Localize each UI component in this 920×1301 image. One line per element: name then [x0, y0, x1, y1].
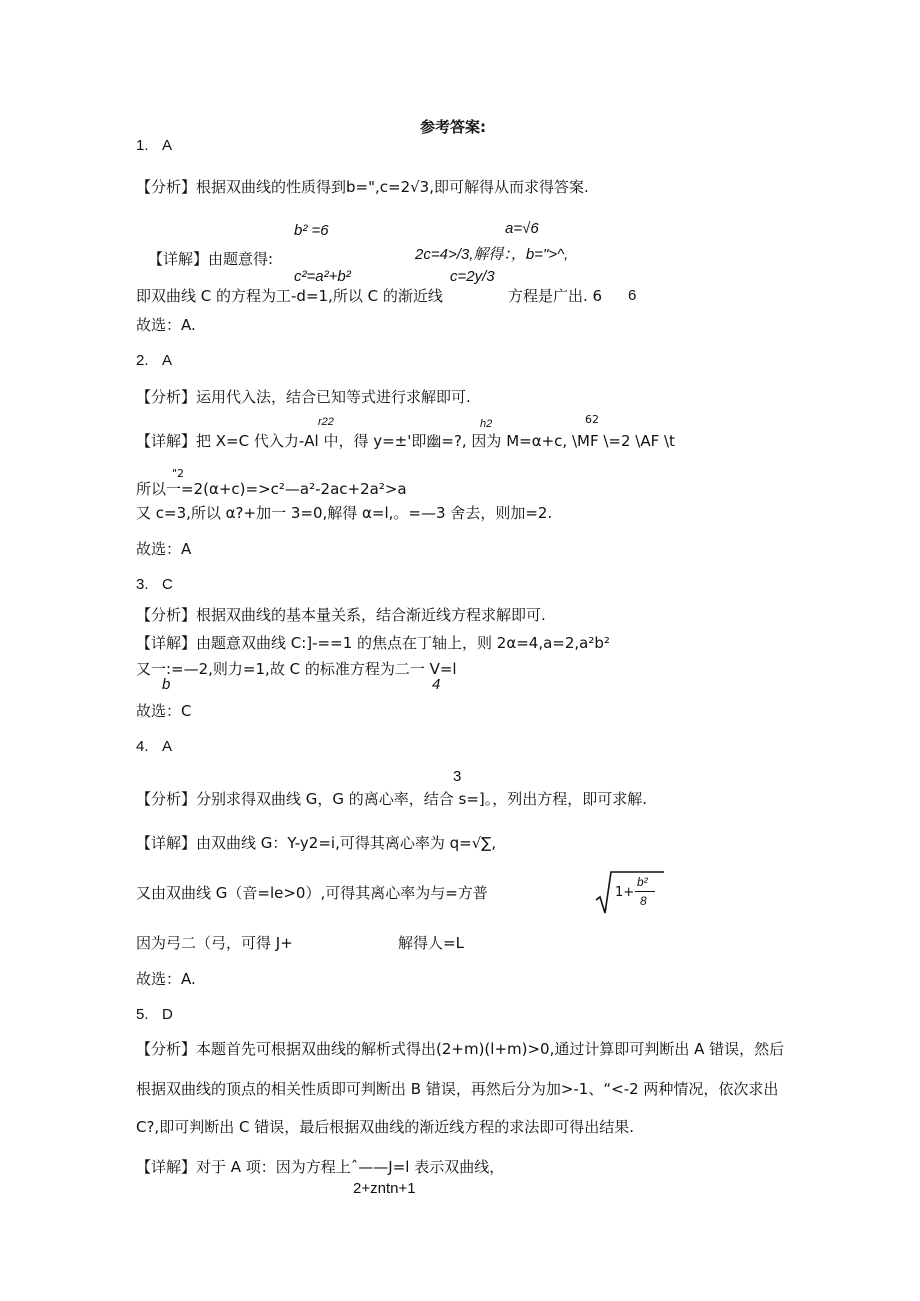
- subscript: 4: [432, 676, 441, 693]
- analysis-text: 【分析】根据双曲线的基本量关系，结合渐近线方程求解即可.: [136, 606, 546, 624]
- choose-text: 故选：A: [136, 540, 192, 558]
- page-title: 参考答案:: [420, 118, 486, 136]
- detail-text: 【详解】由题意双曲线 C:]-==1 的焦点在丁轴上，则 2α=4,a=2,a²b²: [136, 634, 610, 652]
- subscript: b: [162, 676, 171, 693]
- detail-text: 又 c=3,所以 α?+加一 3=0,解得 α=l,。=—3 舍去，则加=2.: [136, 504, 553, 522]
- detail-text: 因为弓二（弓，可得 J+: [136, 934, 293, 952]
- superscript: 3: [453, 768, 462, 785]
- analysis-text: 【分析】分别求得双曲线 G，G 的离心率，结合 s=]。，列出方程，即可求解.: [136, 790, 648, 808]
- superscript: 62: [585, 413, 599, 426]
- equation-line: 2c=4>/3,解得：，b=">^,: [415, 246, 569, 263]
- choose-text: 故选：A.: [136, 970, 196, 988]
- answer-letter: A: [162, 352, 173, 369]
- answer-letter: C: [162, 576, 173, 593]
- fraction-bar: [635, 891, 655, 892]
- sqrt-term: 1+: [615, 885, 635, 900]
- superscript: r22: [318, 416, 334, 428]
- equation-line: b² =6: [294, 222, 329, 239]
- fraction-denominator: 8: [640, 894, 647, 908]
- detail-label: 【详解】由题意得:: [148, 250, 274, 268]
- analysis-text: C?,即可判断出 C 错误，最后根据双曲线的渐近线方程的求法即可得出结果.: [136, 1118, 634, 1136]
- detail-text: 又一:=—2,则力=1,故 C 的标准方程为二一 V=l: [136, 660, 457, 678]
- analysis-text: 【分析】本题首先可根据双曲线的解析式得出(2+m)(l+m)>0,通过计算即可判断出 A 错误，然后: [136, 1040, 785, 1058]
- superscript: h2: [480, 418, 493, 430]
- choose-text: 故选：C: [136, 702, 192, 720]
- analysis-text: 【分析】运用代入法，结合已知等式进行求解即可.: [136, 388, 471, 406]
- subscript: 2+zntn+1: [353, 1180, 416, 1197]
- equation-line: c²=a²+b²: [294, 268, 351, 285]
- answer-letter: D: [162, 1006, 173, 1023]
- detail-text: 【详解】对于 A 项：因为方程上ˆ——J=l 表示双曲线，: [136, 1158, 505, 1176]
- sqrt-formula: [595, 870, 665, 916]
- detail-text: 方程是广出. 6: [508, 287, 603, 305]
- question-number: 2.: [136, 352, 149, 369]
- answer-letter: A: [162, 738, 173, 755]
- fraction-numerator: b²: [637, 875, 648, 889]
- question-number: 4.: [136, 738, 149, 755]
- question-number: 3.: [136, 576, 149, 593]
- detail-text: 解得人=L: [398, 934, 464, 952]
- detail-text: 所以一=2(α+c)=>c²—a²-2ac+2a²>a: [136, 480, 407, 498]
- detail-text: 【详解】把 X=C 代入力-Al 中，得 y=±'即幽=?, 因为 M=α+c, \MF \=2 \AF \t: [136, 432, 675, 450]
- superscript: "2: [172, 467, 185, 480]
- detail-text: 又由双曲线 G（音=le>0）,可得其离心率为与=方普: [136, 884, 488, 902]
- equation-line: a=√6: [505, 220, 539, 237]
- analysis-text: 【分析】根据双曲线的性质得到b=",c=2√3,即可解得从而求得答案.: [136, 178, 589, 196]
- detail-text: 即双曲线 C 的方程为工-d=1,所以 C 的渐近线: [136, 287, 443, 305]
- detail-text: 6: [628, 287, 637, 304]
- detail-text: 【详解】由双曲线 G：Y-y2=i,可得其离心率为 q=√∑,: [136, 834, 497, 852]
- question-number: 5.: [136, 1006, 149, 1023]
- equation-line: c=2y/3: [450, 268, 495, 285]
- choose-text: 故选：A.: [136, 316, 196, 334]
- answer-letter: A: [162, 137, 173, 154]
- question-number: 1.: [136, 137, 149, 154]
- analysis-text: 根据双曲线的顶点的相关性质即可判断出 B 错误，再然后分为加>-1、“<-2 两种情况，依次求出: [136, 1080, 779, 1098]
